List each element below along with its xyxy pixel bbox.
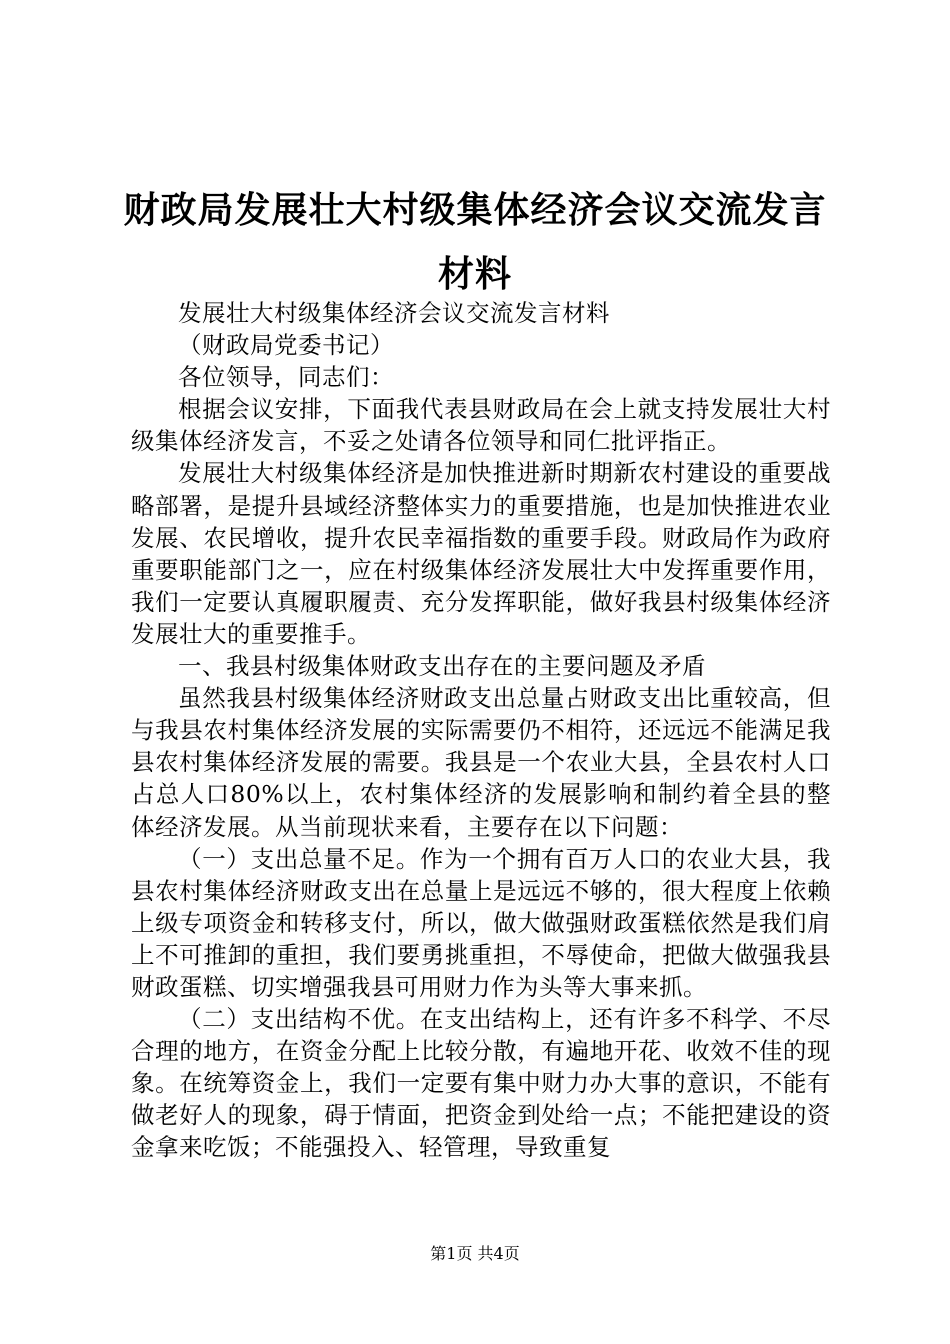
salutation-paragraph: 各位领导，同志们： [178,363,394,392]
body-paragraph: （一）支出总量不足。作为一个拥有百万人口的农业大县，我县农村集体经济财政支出在总量上是远远不够的，很大程度上依赖上级专项资金和转移支付，所以，做大做强财政蛋糕依然是我们肩上不可推卸的重担，我们要勇挑重担，不辱使命，把做大做强我县财政蛋糕、切实增强我县可用财力作为头等大事来抓。 [131,844,831,1001]
body-paragraph: 根据会议安排，下面我代表县财政局在会上就支持发展壮大村级集体经济发言，不妥之处请各位领导和同仁批评指正。 [131,395,831,456]
body-paragraph: 发展壮大村级集体经济是加快推进新时期新农村建设的重要战略部署，是提升县域经济整体实力的重要措施，也是加快推进农业发展、农民增收，提升农民幸福指数的重要手段。财政局作为政府重要职能部门之一，应在村级集体经济发展壮大中发挥重要作用，我们一定要认真履职履责、充分发挥职能，做好我县村级集体经济发展壮大的重要推手。 [131,459,831,648]
subtitle-paragraph: 发展壮大村级集体经济会议交流发言材料 [178,299,610,327]
body-paragraph: （二）支出结构不优。在支出结构上，还有许多不科学、不尽合理的地方，在资金分配上比较分散，有遍地开花、收效不佳的现象。在统筹资金上，我们一定要有集中财力办大事的意识，不能有做老好人的现象，碍于情面，把资金到处给一点；不能把建设的资金拿来吃饭；不能强投入、轻管理，导致重复 [131,1005,831,1162]
document-body [131,297,831,1164]
page-footer: 第1页 共4页 [430,1244,520,1263]
body-paragraph: 虽然我县村级集体经济财政支出总量占财政支出比重较高，但与我县农村集体经济发展的实际需要仍不相符，还远远不能满足我县农村集体经济发展的需要。我县是一个农业大县，全县农村人口占总人口80%以上，农村集体经济的发展影响和制约着全县的整体经济发展。从当前现状来看，主要存在以下问题： [131,684,831,841]
author-paragraph: （财政局党委书记） [178,331,394,360]
document-title: 财政局发展壮大村级集体经济会议交流发言材料 [123,189,827,295]
section-heading: 一、我县村级集体财政支出存在的主要问题及矛盾 [178,652,706,681]
